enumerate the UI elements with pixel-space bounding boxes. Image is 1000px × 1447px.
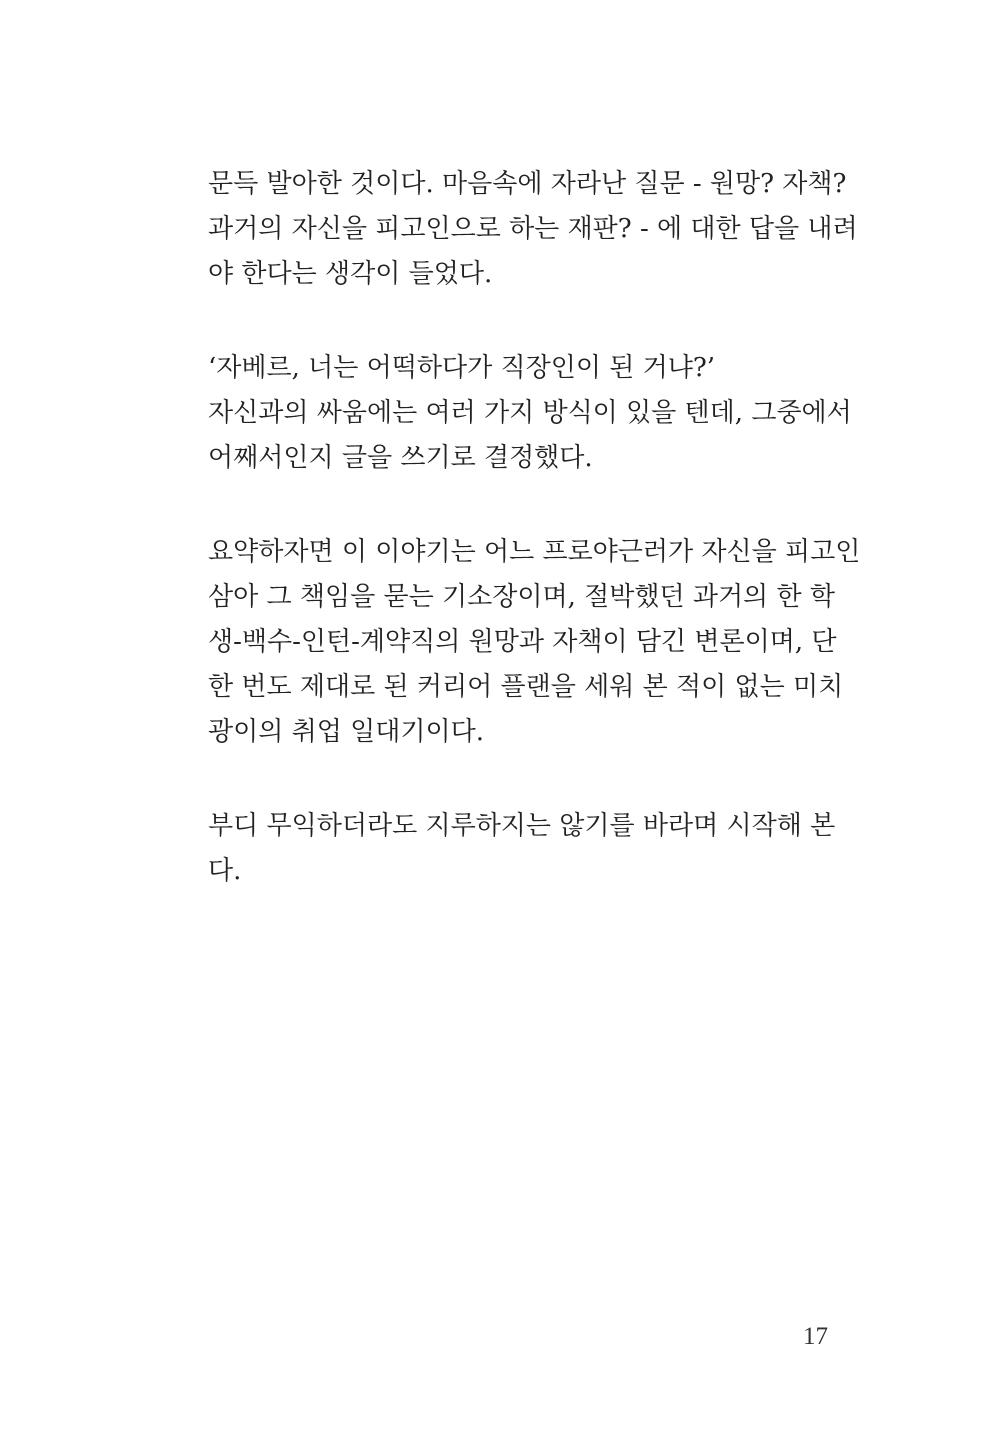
text-line: 생-백수-인턴-계약직의 원망과 자책이 담긴 변론이며, 단 (208, 627, 837, 657)
text-line: 요약하자면 이 이야기는 어느 프로야근러가 자신을 피고인 (208, 537, 861, 567)
text-line: 어째서인지 글을 쓰기로 결정했다. (208, 443, 593, 473)
paragraph-gap (208, 755, 832, 804)
paragraph-2 (208, 346, 852, 481)
text-line: 광이의 취업 일대기이다. (208, 717, 484, 747)
body-text (208, 162, 861, 894)
paragraph-4 (208, 804, 836, 894)
paragraph-gap (208, 297, 832, 346)
text-line: 삼아 그 책임을 묻는 기소장이며, 절박했던 과거의 한 학 (208, 582, 835, 612)
text-line: 문득 발아한 것이다. 마음속에 자라난 질문 - 원망? 자책? (208, 169, 847, 199)
text-line: 자신과의 싸움에는 여러 가지 방식이 있을 텐데, 그중에서 (208, 398, 852, 428)
paragraph-gap (208, 481, 832, 530)
paragraph-3 (208, 530, 861, 755)
text-line: 한 번도 제대로 된 커리어 플랜을 세워 본 적이 없는 미치 (208, 672, 844, 702)
text-line: 과거의 자신을 피고인으로 하는 재판? - 에 대한 답을 내려 (208, 214, 858, 244)
text-line: 부디 무익하더라도 지루하지는 않기를 바라며 시작해 본 (208, 811, 836, 841)
paragraph-1 (208, 162, 858, 297)
text-line: 다. (208, 856, 242, 886)
text-line: ‘자베르, 너는 어떡하다가 직장인이 된 거냐?’ (208, 353, 716, 383)
page-number: 17 (803, 1323, 828, 1350)
text-line: 야 한다는 생각이 들었다. (208, 259, 493, 289)
